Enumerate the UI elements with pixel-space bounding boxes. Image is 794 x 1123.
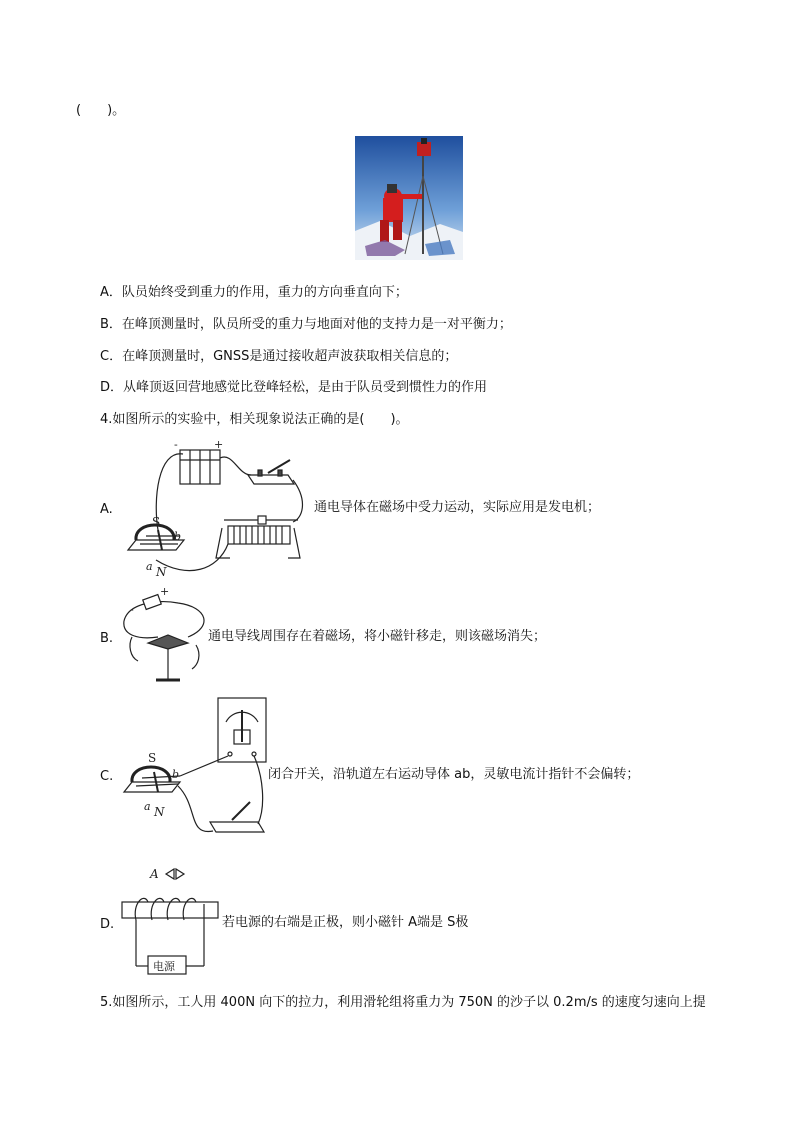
fig-b-plus-label: + <box>160 585 170 598</box>
question-5-stem: 5.如图所示，工人用 400N 向下的拉力，利用滑轮组将重力为 750N 的沙子以 0.2m/s 的速度匀速向上提 <box>100 995 706 1010</box>
q4-option-c-letter: C. <box>100 769 114 784</box>
fig-a-minus-label: - <box>174 440 178 451</box>
fig-d-power-label: 电源 <box>153 960 175 973</box>
q4-option-c-text: 闭合开关，沿轨道左右运动导体 ab，灵敏电流计指针不会偏转； <box>268 767 640 782</box>
q3-option-c: C．在峰顶测量时，GNSS是通过接收超声波获取相关信息的； <box>100 349 458 364</box>
fig-c-b-label: b <box>172 768 180 781</box>
fig-c-a-label: a <box>144 800 151 813</box>
figure-a-motor-experiment <box>118 440 318 580</box>
fig-c-s-label: S <box>148 751 157 765</box>
q4-option-d-letter: D. <box>100 917 115 932</box>
fig-c-n-label: N <box>154 805 165 819</box>
fig-a-a-label: a <box>146 560 153 573</box>
fig-a-plus-label: + <box>214 440 224 451</box>
q4-option-d-text: 若电源的右端是正极，则小磁针 A端是 S极 <box>222 915 469 930</box>
fig-b-minus-label: - <box>130 603 134 616</box>
q4-option-a-letter: A. <box>100 502 113 517</box>
question-4-stem: 4.如图所示的实验中，相关现象说法正确的是( )。 <box>100 412 409 427</box>
q4-option-b-letter: B. <box>100 631 114 646</box>
fig-a-n-label: N <box>156 565 167 579</box>
question-3-stem-tail: ( )。 <box>76 103 126 118</box>
q4-option-a-text: 通电导体在磁场中受力运动，实际应用是发电机； <box>314 500 601 515</box>
figure-d-solenoid-circuit <box>118 864 228 976</box>
q3-option-d: D．从峰顶返回营地感觉比登峰轻松，是由于队员受到惯性力的作用 <box>100 380 488 395</box>
q4-option-b-text: 通电导线周围存在着磁场，将小磁针移走，则该磁场消失； <box>208 629 547 644</box>
fig-d-a-label: A <box>150 867 159 881</box>
fig-a-b-label: b <box>174 530 182 543</box>
figure-b-oersted-experiment <box>118 585 213 690</box>
fig-a-s-label: S <box>152 515 161 529</box>
q3-option-b: B．在峰顶测量时，队员所受的重力与地面对他的支持力是一对平衡力； <box>100 317 512 332</box>
q3-option-a: A．队员始终受到重力的作用，重力的方向垂直向下； <box>100 285 408 300</box>
summit-photo <box>355 136 463 260</box>
figure-c-induction-experiment <box>118 696 268 846</box>
